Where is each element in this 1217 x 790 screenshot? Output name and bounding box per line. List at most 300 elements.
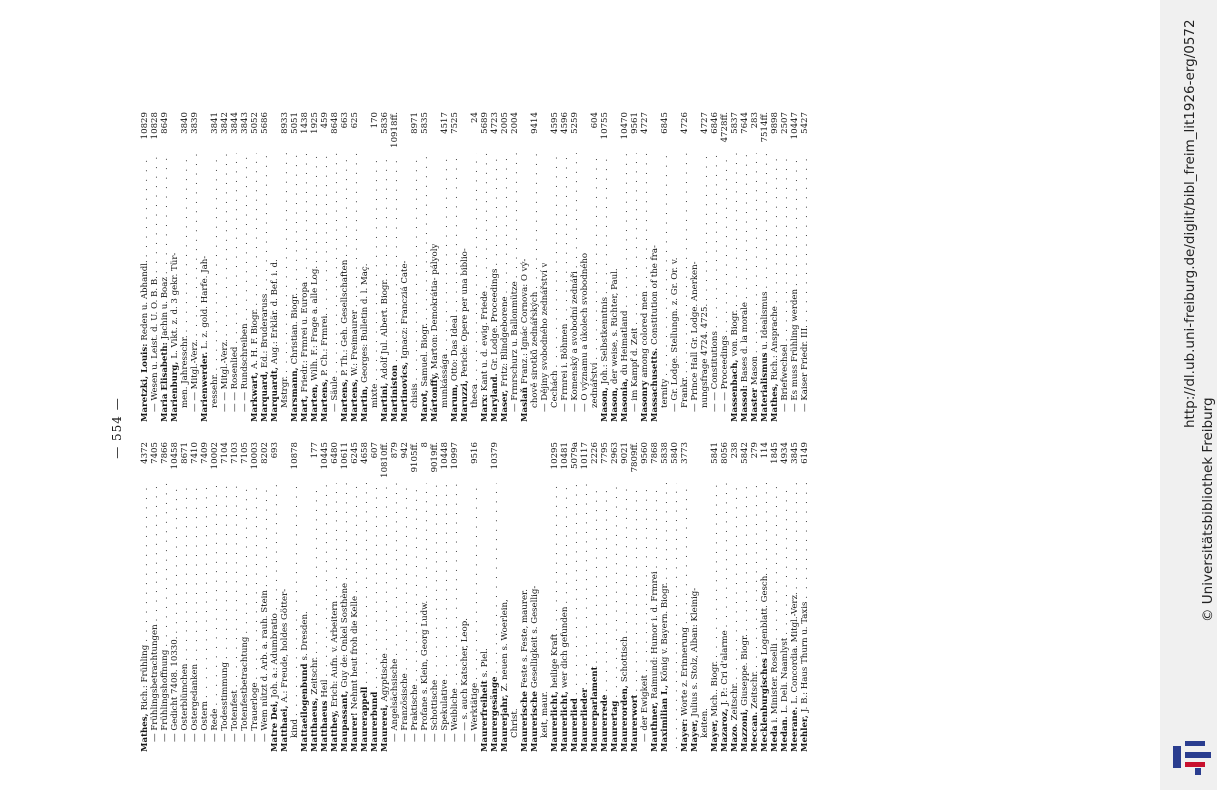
entry-heading: Marx: xyxy=(480,391,490,422)
entry-number: 10448 xyxy=(440,442,450,470)
entry-number: 7644 xyxy=(740,112,750,134)
index-entry xyxy=(270,442,280,752)
entry-title: Zeitschr. xyxy=(730,682,740,721)
leader-dots xyxy=(430,483,440,677)
index-entry xyxy=(650,442,660,752)
entry-heading: Mazaroz, xyxy=(720,705,730,752)
leader-dots xyxy=(180,483,190,661)
rotated-text-page xyxy=(110,108,850,758)
entry-text xyxy=(330,376,340,422)
entry-text xyxy=(430,680,440,752)
entry-title: Ed.: Bruderaruss xyxy=(260,293,270,369)
entry-number: 7795 xyxy=(600,442,610,464)
entry-text xyxy=(420,601,430,752)
index-entry xyxy=(170,442,180,752)
entry-number: 10611 xyxy=(340,442,350,470)
entry-heading: Mártonffy, xyxy=(430,369,440,422)
entry-number: 663 xyxy=(340,112,350,129)
entry-title: — Totenfestbetrachtung xyxy=(240,636,250,742)
entry-text xyxy=(680,376,690,422)
entry-text xyxy=(340,583,350,752)
leader-dots xyxy=(270,483,280,610)
index-entry xyxy=(440,112,450,422)
index-entry xyxy=(770,442,780,752)
entry-text xyxy=(700,304,710,422)
index-entry xyxy=(760,442,770,752)
index-entry xyxy=(200,112,210,422)
leader-dots xyxy=(600,483,610,692)
entry-number: 5051 xyxy=(290,112,300,134)
entry-number: 5835 xyxy=(420,112,430,134)
entry-title: Franz.: Ignác Cornova: O vý- xyxy=(520,258,530,384)
entry-heading: Martens, xyxy=(350,375,360,422)
entry-heading: Mayer, xyxy=(690,716,700,752)
index-entry xyxy=(470,112,480,422)
entry-number: 5837 xyxy=(730,112,740,134)
entry-number: 10445 xyxy=(320,442,330,470)
index-entry xyxy=(580,442,590,752)
index-entry xyxy=(590,442,600,752)
index-entry xyxy=(340,112,350,422)
entry-title: — Gedicht 7408. 10330. xyxy=(170,636,180,742)
leader-dots xyxy=(770,153,780,303)
entry-title: Samuel. Biogr. xyxy=(420,323,430,387)
index-entry xyxy=(800,442,810,752)
entry-title: — Todesstimmung xyxy=(220,661,230,742)
leader-dots xyxy=(600,153,610,294)
entry-number: 10997 xyxy=(450,442,460,470)
entry-text xyxy=(450,315,460,422)
entry-title: Frankr. xyxy=(680,376,690,408)
entry-title: Z. neuen s. Woerlein, xyxy=(500,599,510,692)
entry-title: Wilh. F.: Frage a. alle Log. xyxy=(310,265,320,381)
index-entry xyxy=(510,112,520,422)
entry-title: — — Mitgl.-Verz. xyxy=(190,339,200,412)
entry-heading: Matthaeus xyxy=(320,697,330,752)
index-column-right xyxy=(140,442,810,752)
entry-heading: Marienwerder. xyxy=(200,348,210,422)
entry-number: 942 xyxy=(400,442,410,459)
index-entry xyxy=(640,112,650,422)
index-entry xyxy=(560,442,570,752)
leader-dots xyxy=(190,153,200,336)
entry-number: 3840 xyxy=(180,112,190,134)
entry-text xyxy=(480,648,490,752)
entry-text xyxy=(310,266,320,422)
entry-title: — — Mitgl.-Verz. xyxy=(220,339,230,412)
entry-text xyxy=(530,586,540,752)
leader-dots xyxy=(560,153,570,321)
leader-dots xyxy=(390,153,400,362)
entry-heading: Maurerparlament xyxy=(590,666,600,752)
entry-text xyxy=(240,637,250,752)
entry-text xyxy=(620,636,630,752)
leader-dots xyxy=(330,153,340,373)
index-entry xyxy=(500,112,510,422)
entry-heading: Martens, xyxy=(320,375,330,422)
entry-title: chisis xyxy=(410,383,420,408)
entry-heading: Maurer! xyxy=(350,709,360,752)
index-entry xyxy=(230,442,240,752)
entry-text xyxy=(440,679,450,752)
entry-title: chově sirotků zednářských xyxy=(530,291,540,408)
index-entry xyxy=(490,112,500,422)
index-entry xyxy=(710,112,720,422)
leader-dots xyxy=(260,483,270,587)
leader-dots xyxy=(490,483,500,674)
entry-number: 10878 xyxy=(290,442,300,470)
leader-dots xyxy=(380,153,390,276)
leader-dots xyxy=(420,153,430,320)
index-entry xyxy=(460,442,470,752)
entry-number: 9105ff. xyxy=(410,442,420,473)
entry-number: 7104 xyxy=(220,442,230,464)
index-entry xyxy=(450,112,460,422)
entry-number: 5838 xyxy=(660,442,670,464)
leader-dots xyxy=(390,483,400,656)
entry-title: Schottisch xyxy=(620,636,630,683)
index-entry xyxy=(680,442,690,752)
entry-text xyxy=(330,601,340,752)
entry-number: 4596 xyxy=(560,112,570,134)
entry-number: 1925 xyxy=(310,112,320,134)
leader-dots xyxy=(480,153,490,288)
entry-number: 5686 xyxy=(260,112,270,134)
leader-dots xyxy=(280,153,290,373)
index-entry xyxy=(720,442,730,752)
entry-text xyxy=(190,664,200,752)
index-entry xyxy=(470,442,480,752)
entry-heading: Maurerorden, xyxy=(620,682,630,752)
entry-heading: Marten, xyxy=(310,380,320,422)
index-entry xyxy=(420,112,430,422)
entry-number: 9021 xyxy=(620,442,630,464)
entry-heading: Mason, xyxy=(600,384,610,422)
entry-text xyxy=(510,281,520,422)
index-entry xyxy=(790,442,800,752)
entry-number: 3844 xyxy=(230,112,240,134)
index-entry xyxy=(290,442,300,752)
index-entry xyxy=(320,112,330,422)
leader-dots xyxy=(210,153,220,370)
leader-dots xyxy=(160,483,170,647)
leader-dots xyxy=(250,153,260,306)
leader-dots xyxy=(590,483,600,663)
index-entry xyxy=(260,442,270,752)
entry-heading: Maurerische xyxy=(530,688,540,752)
entry-text xyxy=(410,684,420,752)
index-entry xyxy=(720,112,730,422)
entry-text xyxy=(740,634,750,752)
entry-number: 7410 xyxy=(190,442,200,464)
entry-number: 3845 xyxy=(790,442,800,464)
leader-dots xyxy=(140,483,150,642)
entry-text xyxy=(540,263,550,422)
entry-number: 3842 xyxy=(220,112,230,134)
entry-title: — Wem nützt d. Arb. a. rauh. Stein xyxy=(260,590,270,742)
entry-text xyxy=(770,306,780,422)
copyright-notice: © Universitätsbibliothek Freiburg xyxy=(1200,397,1216,622)
entry-text xyxy=(380,653,390,752)
entry-title: Julius s. Stolz, Alban: Kleinig- xyxy=(690,587,700,717)
entry-title: Kant u. d. ewig. Friede xyxy=(480,291,490,392)
index-entry xyxy=(620,112,630,422)
entry-title: Logenblatt. Gesch. xyxy=(760,572,770,656)
entry-text xyxy=(390,365,400,422)
leader-dots xyxy=(220,483,230,659)
leader-dots xyxy=(500,153,510,293)
leader-dots xyxy=(660,483,670,580)
entry-number: 5052 xyxy=(250,112,260,134)
entry-text xyxy=(170,637,180,752)
entry-title: Reden u. Abhandl. xyxy=(140,260,150,341)
entry-title: — Säule xyxy=(330,376,340,412)
entry-title: Zeitschr. xyxy=(750,670,760,709)
index-entry xyxy=(380,442,390,752)
entry-number: 604 xyxy=(590,112,600,129)
entry-title: zednářství xyxy=(590,362,600,408)
entry-number: 4517 xyxy=(440,112,450,134)
entry-title: König v. Bayern. Biogr. xyxy=(660,582,670,682)
index-entry xyxy=(290,112,300,422)
leader-dots xyxy=(650,483,660,568)
entry-text xyxy=(180,335,190,422)
leader-dots xyxy=(240,153,250,320)
entry-heading: Mattaeilogenbund xyxy=(300,660,310,752)
leader-dots xyxy=(570,153,580,268)
entry-title: s. Dresden. xyxy=(300,611,310,661)
entry-text xyxy=(600,297,610,422)
leader-dots xyxy=(740,153,750,299)
entry-text xyxy=(460,248,470,422)
index-entry xyxy=(310,442,320,752)
entry-number: 5836 xyxy=(380,112,390,134)
entry-title: among colored men xyxy=(640,291,650,378)
leader-dots xyxy=(150,153,160,273)
index-entry xyxy=(380,112,390,422)
index-entry xyxy=(650,112,660,422)
index-entry xyxy=(750,112,760,422)
entry-text xyxy=(270,259,280,422)
entry-title: heilige Kraft xyxy=(550,633,560,689)
index-entry xyxy=(520,112,530,422)
entry-text xyxy=(770,643,780,752)
entry-text xyxy=(300,611,310,752)
index-entry xyxy=(800,112,810,422)
entry-title: Worte z. Erinnerung xyxy=(680,627,690,716)
entry-number: 9898 xyxy=(770,112,780,134)
index-entry xyxy=(160,442,170,752)
index-entry xyxy=(340,442,350,752)
entry-number: 7809ff. xyxy=(630,442,640,473)
leader-dots xyxy=(370,153,380,381)
entry-title: — Angelsächsische xyxy=(390,658,400,742)
entry-title: — — Proceedings xyxy=(720,335,730,412)
leader-dots xyxy=(670,483,680,749)
entry-number: 7409 xyxy=(200,442,210,464)
entry-number: 10481 xyxy=(560,442,570,470)
leader-dots xyxy=(780,483,790,635)
entry-heading: Maslaň xyxy=(520,384,530,422)
index-entry xyxy=(180,442,190,752)
entry-title: — der Ewigkeit xyxy=(640,674,650,742)
entry-number: 4595 xyxy=(550,112,560,134)
entry-number: 10002 xyxy=(210,442,220,470)
entry-text xyxy=(710,331,720,422)
entry-number: 3773 xyxy=(680,442,690,464)
entry-number: 279 xyxy=(750,442,760,459)
entry-text xyxy=(750,671,760,752)
entry-title: — Trauerloge xyxy=(250,682,260,742)
index-entry xyxy=(490,442,500,752)
entry-title: Constitution of the fra- xyxy=(650,245,660,345)
leader-dots xyxy=(450,153,460,312)
entry-text xyxy=(320,313,330,422)
entry-title: — Osterblümchen xyxy=(180,663,190,742)
entry-heading: Meerane. xyxy=(790,703,800,752)
entry-title: keit, maur. xyxy=(540,691,550,738)
index-entry xyxy=(300,112,310,422)
entry-text xyxy=(650,571,660,752)
index-entry xyxy=(330,112,340,422)
entry-title: — Praktische xyxy=(410,684,420,742)
entry-heading: Maurerlieder xyxy=(580,688,590,752)
entry-title: — Französische xyxy=(400,673,410,742)
entry-heading: Maurerlied xyxy=(570,698,580,752)
entry-number: 8971 xyxy=(410,112,420,134)
entry-text xyxy=(510,708,520,752)
index-entry xyxy=(690,112,700,422)
index-entry xyxy=(390,442,400,752)
entry-text xyxy=(300,282,310,422)
entry-number: 7103 xyxy=(230,442,240,464)
index-entry xyxy=(760,112,770,422)
entry-text xyxy=(630,695,640,752)
leader-dots xyxy=(330,483,340,598)
index-entry xyxy=(410,112,420,422)
index-entry xyxy=(160,112,170,422)
entry-title: L. Concordia. Mitgl.-Verz. xyxy=(790,592,800,704)
entry-text xyxy=(490,269,500,422)
entry-number: 9019ff. xyxy=(430,442,440,473)
entry-heading: Maria Elisabeth: xyxy=(160,339,170,422)
leader-dots xyxy=(800,483,810,599)
entry-heading: Maximilian I., xyxy=(660,681,670,752)
entry-number: 625 xyxy=(350,112,360,129)
index-entry xyxy=(570,442,580,752)
leader-dots xyxy=(570,483,580,695)
entry-text xyxy=(790,289,800,422)
entry-heading: Mathes, xyxy=(140,710,150,752)
entry-title: Friedr.: Frmrei u. Europa xyxy=(300,281,310,393)
index-entry xyxy=(410,442,420,752)
entry-text xyxy=(790,592,800,752)
entry-title: — im Kampf d. Zeit xyxy=(630,327,640,412)
entry-text xyxy=(700,708,710,752)
entry-text xyxy=(730,310,740,422)
entry-text xyxy=(480,291,490,422)
index-entry xyxy=(540,442,550,752)
entry-number: 6480 xyxy=(330,442,340,464)
entry-title: Joh.: Selbstkenntnis xyxy=(600,297,610,385)
entry-heading: Martiniston xyxy=(390,364,400,422)
entry-title: Georges: Bulletin d. l. Maç. xyxy=(360,263,370,383)
index-entry xyxy=(740,112,750,422)
leader-dots xyxy=(310,483,320,654)
entry-number: 8649 xyxy=(160,112,170,134)
index-entry xyxy=(250,442,260,752)
entry-title: Mason xyxy=(750,356,760,386)
entry-title: — Frühlingshoffnung xyxy=(160,649,170,742)
entry-number: 3843 xyxy=(240,112,250,134)
index-entry xyxy=(390,112,400,422)
index-entry xyxy=(430,442,440,752)
entry-text xyxy=(140,260,150,422)
entry-heading: Mayer: xyxy=(680,715,690,752)
entry-text xyxy=(680,627,690,752)
source-url[interactable]: http://dl.ub.uni-freiburg.de/diglit/bibl_freim_lit1926-erg/0572 xyxy=(1182,19,1198,428)
leader-dots xyxy=(470,483,480,680)
entry-number: 170 xyxy=(370,112,380,129)
entry-title: — Frmrei i. Böhmen xyxy=(560,323,570,412)
entry-text xyxy=(550,371,560,422)
entry-number: 4723 xyxy=(490,112,500,134)
index-entry xyxy=(690,442,700,752)
entry-text xyxy=(320,680,330,752)
entry-number: 10295 xyxy=(550,442,560,470)
entry-title: — Ostern xyxy=(200,701,210,742)
entry-number: 10828 xyxy=(150,112,160,140)
index-entry xyxy=(550,112,560,422)
entry-number: 693 xyxy=(270,442,280,459)
entry-title: Zeitschr. xyxy=(310,656,320,695)
leader-dots xyxy=(620,153,630,308)
entry-title: Guy de: Onkel Sosthène xyxy=(340,582,350,688)
entry-number: 177 xyxy=(310,442,320,459)
leader-dots xyxy=(400,483,410,670)
index-entry xyxy=(400,112,410,422)
entry-text xyxy=(380,279,390,422)
entry-text xyxy=(760,291,770,422)
index-entry xyxy=(280,112,290,422)
leader-dots xyxy=(370,483,380,689)
entry-heading: Marquard, xyxy=(260,368,270,422)
leader-dots xyxy=(260,153,270,291)
entry-number: 5689 xyxy=(480,112,490,134)
entry-title: — — s. auch Katscher, Leop. xyxy=(460,618,470,742)
entry-title: Nehmt heut froh die Kelle xyxy=(350,595,360,710)
entry-heading: Maurerfreiheit xyxy=(480,677,490,752)
leader-dots xyxy=(190,483,200,661)
index-entry xyxy=(210,442,220,752)
entry-heading: Martin, xyxy=(360,382,370,422)
index-entry xyxy=(310,112,320,422)
leader-dots xyxy=(720,483,730,627)
index-entry xyxy=(350,442,360,752)
entry-title: Rich.: Frühling xyxy=(140,644,150,711)
index-entry xyxy=(300,442,310,752)
entry-number: 6845 xyxy=(660,112,670,134)
entry-title: Bases d. la morale xyxy=(740,302,750,383)
entry-title: Pericle: Opere per una biblio- xyxy=(460,248,470,378)
leader-dots xyxy=(630,483,640,692)
index-entry xyxy=(730,442,740,752)
leader-dots xyxy=(340,153,350,257)
leader-dots xyxy=(230,153,240,344)
leader-dots xyxy=(180,153,190,332)
entry-number: 10470 xyxy=(620,112,630,140)
entry-number: 10458 xyxy=(170,442,180,470)
